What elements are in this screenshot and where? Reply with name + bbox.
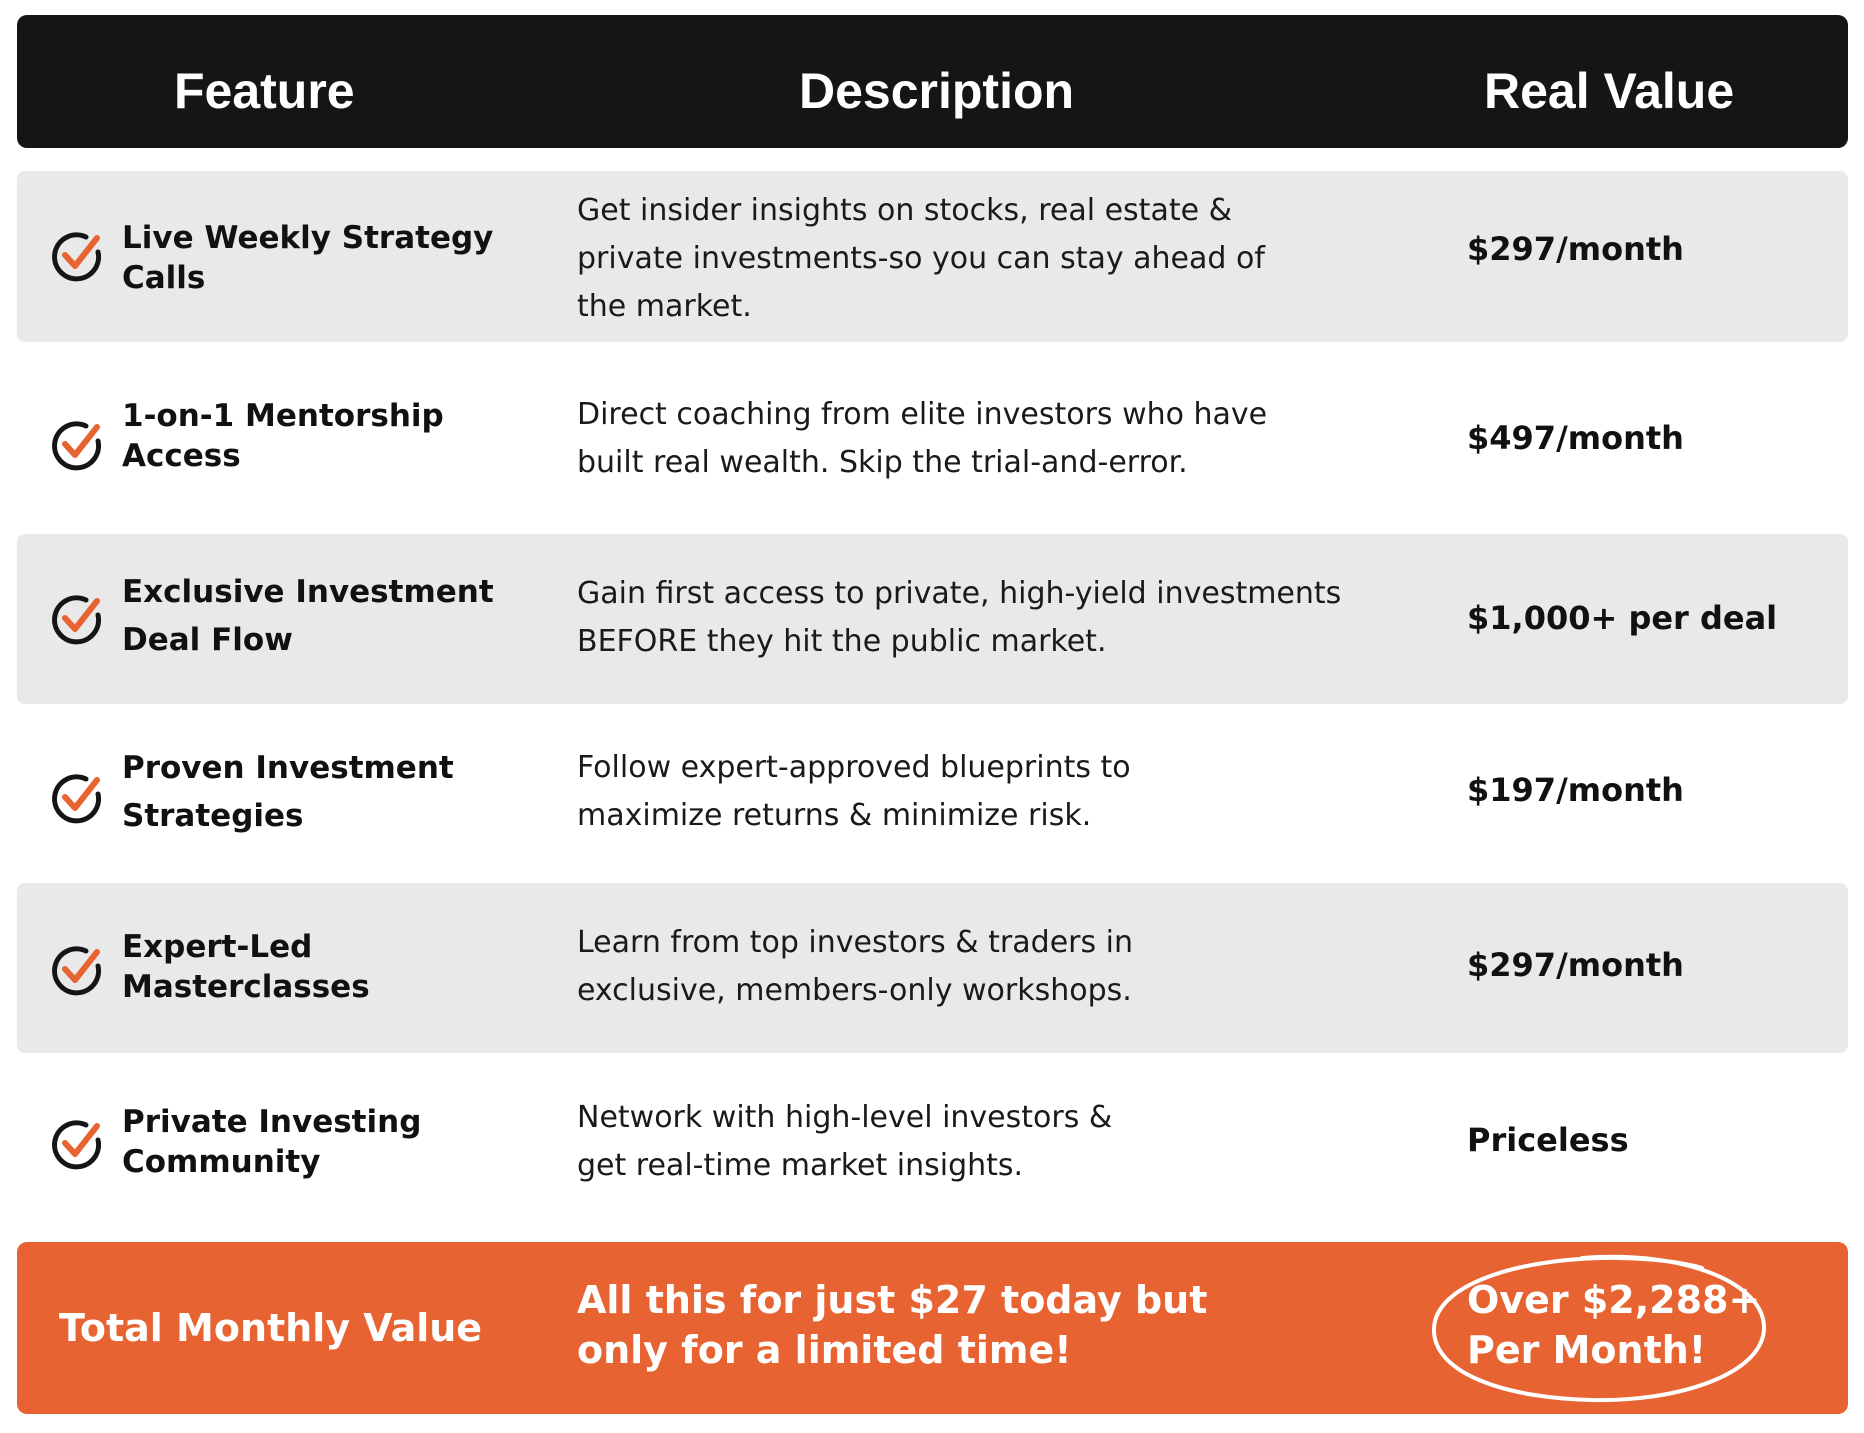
header-description: Description <box>799 63 1075 119</box>
feature-value: $297/month <box>1467 946 1684 984</box>
table-row <box>17 1058 1848 1228</box>
header-feature: Feature <box>174 63 355 119</box>
feature-name: 1-on-1 Mentorship Access <box>122 398 444 474</box>
check-circle-icon <box>48 591 104 647</box>
check-circle-icon <box>48 942 104 998</box>
feature-description: Learn from top investors & traders in exclusive, members-only workshops. <box>577 925 1133 1008</box>
feature-value: $1,000+ per deal <box>1467 599 1778 637</box>
table-row <box>17 883 1848 1053</box>
feature-name: Expert-Led Masterclasses <box>122 929 370 1005</box>
feature-name: Proven Investment Strategies <box>122 750 454 834</box>
feature-name: Private Investing Community <box>122 1104 422 1180</box>
feature-description: Gain first access to private, high-yield investments BEFORE they hit the public market. <box>577 576 1342 659</box>
table-row <box>17 534 1848 704</box>
header-real-value: Real Value <box>1484 63 1735 119</box>
feature-description: Network with high-level investors & get real-time market insights. <box>577 1100 1113 1183</box>
table-row <box>17 707 1848 878</box>
table-header <box>17 15 1848 148</box>
total-label: Total Monthly Value <box>59 1306 483 1350</box>
check-circle-icon <box>48 770 104 826</box>
table-row <box>17 360 1848 531</box>
total-row <box>17 1242 1848 1414</box>
feature-value: $197/month <box>1467 771 1684 809</box>
feature-value: $297/month <box>1467 230 1684 268</box>
feature-description: Follow expert-approved blueprints to maximize returns & minimize risk. <box>577 750 1131 833</box>
total-message: All this for just $27 today but only for a limited time! <box>577 1278 1208 1372</box>
check-circle-icon <box>48 228 104 284</box>
table-row <box>17 171 1848 342</box>
total-amount: Over $2,288+ Per Month! <box>1467 1278 1761 1372</box>
feature-name: Live Weekly Strategy Calls <box>122 220 494 296</box>
feature-name: Exclusive Investment Deal Flow <box>122 574 494 658</box>
check-circle-icon <box>48 417 104 473</box>
feature-description: Direct coaching from elite investors who have built real wealth. Skip the trial-and-error. <box>577 397 1268 480</box>
feature-description: Get insider insights on stocks, real estate & private investments-so you can stay ahead of the market. <box>577 193 1265 324</box>
feature-value: Priceless <box>1467 1121 1629 1159</box>
feature-value: $497/month <box>1467 419 1684 457</box>
check-circle-icon <box>48 1116 104 1172</box>
